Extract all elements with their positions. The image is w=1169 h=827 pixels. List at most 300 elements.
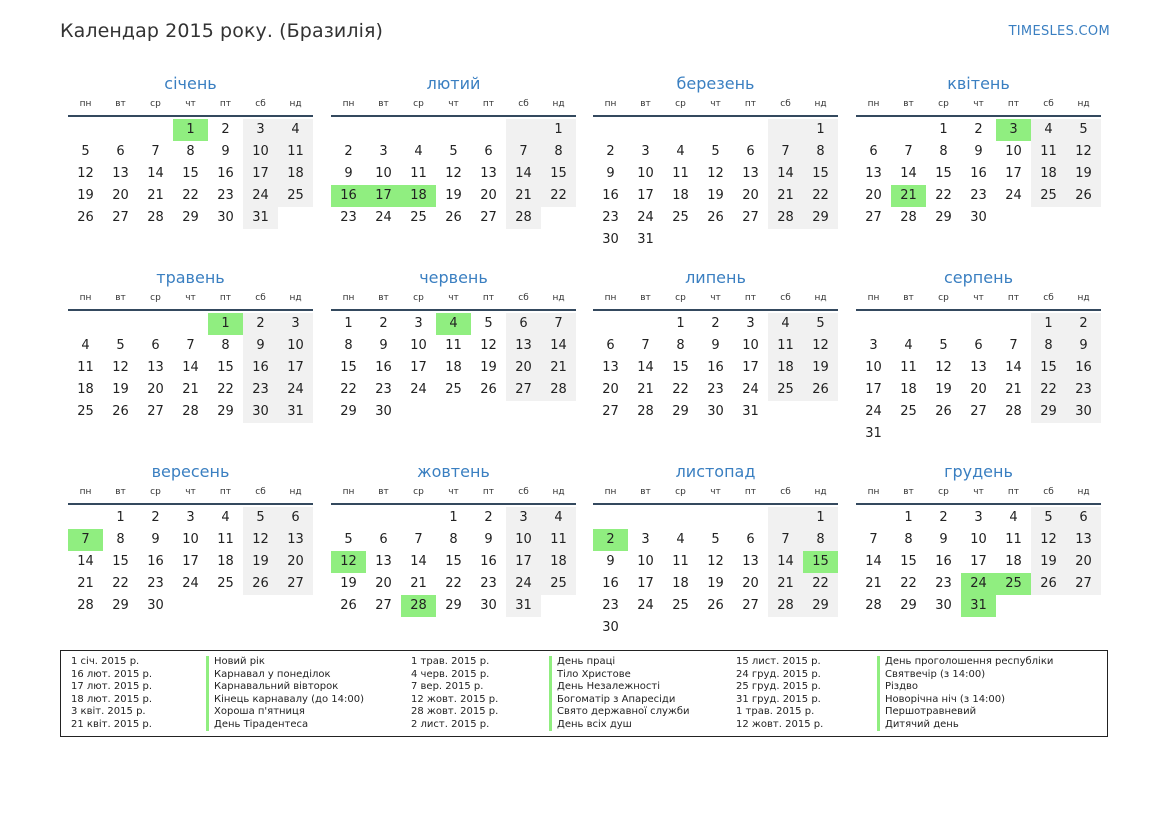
weekday-label: сб [1043,487,1054,497]
weekday-label: сб [255,293,266,303]
empty-cell [593,507,628,529]
day-cell: 21 [147,188,164,203]
day-cell: 24 [1005,188,1022,203]
day-grid [68,119,313,229]
weekday-label: вт [640,99,651,109]
day-cell: 1 [803,507,838,529]
day-grid [68,507,313,617]
day-cell: 14 [410,554,427,569]
day-cell: 15 [1031,357,1066,379]
weekday-label: чт [448,293,459,303]
legend-holiday-name: Богоматір з Апаресіди [549,694,690,707]
day-cell: 21 [506,185,541,207]
day-cell: 29 [803,207,838,229]
day-cell: 14 [768,551,803,573]
day-cell: 5 [81,144,90,159]
day-cell: 1 [904,510,913,525]
weekday-label: вт [115,487,126,497]
empty-cell [698,119,733,141]
weekday-label: пт [482,293,495,303]
day-cell: 4 [904,338,913,353]
day-cell: 26 [935,404,952,419]
weekday-label: вт [378,99,389,109]
day-cell: 16 [970,166,987,181]
day-cell: 11 [278,141,313,163]
day-cell: 14 [506,163,541,185]
day-cell: 28 [865,598,882,613]
month-2 [331,73,576,229]
day-cell: 17 [1005,166,1022,181]
empty-cell [68,313,103,335]
month-3 [593,73,838,251]
day-cell: 4 [541,507,576,529]
weekday-label: чт [185,99,196,109]
day-cell: 16 [1066,357,1101,379]
day-cell: 28 [182,404,199,419]
day-cell: 3 [869,338,878,353]
day-cell: 2 [344,144,353,159]
day-cell: 9 [711,338,720,353]
day-cell: 1 [676,316,685,331]
day-cell: 27 [506,379,541,401]
weekday-label: сб [518,99,529,109]
day-cell: 9 [939,532,948,547]
month-7 [593,267,838,423]
weekday-label: нд [552,293,565,303]
legend-date: 15 лист. 2015 р. [736,656,821,667]
legend-date: 28 жовт. 2015 р. [411,706,499,717]
holiday-day: 4 [436,313,471,335]
day-cell: 4 [414,144,423,159]
holiday-day: 7 [68,529,103,551]
day-cell: 29 [1031,401,1066,423]
day-cell: 3 [974,510,983,525]
weekday-header [593,97,838,112]
day-cell: 19 [243,551,278,573]
legend-holiday-name: Новорічна ніч (з 14:00) [877,694,1053,707]
day-cell: 26 [77,210,94,225]
day-cell: 7 [186,338,195,353]
day-cell: 12 [707,166,724,181]
day-cell: 17 [865,382,882,397]
weekday-label: пт [1007,99,1020,109]
day-cell: 20 [602,382,619,397]
weekday-header [331,97,576,112]
day-cell: 22 [1031,379,1066,401]
day-cell: 19 [803,357,838,379]
holiday-day: 18 [401,185,436,207]
weekday-label: вт [903,487,914,497]
day-cell: 23 [602,598,619,613]
month-name: січень [164,74,217,93]
weekday-label: вт [903,293,914,303]
month-1 [68,73,313,229]
day-cell: 25 [410,210,427,225]
weekday-label: сб [780,487,791,497]
day-cell: 4 [768,313,803,335]
day-cell: 13 [112,166,129,181]
day-cell: 17 [410,360,427,375]
day-cell: 6 [506,313,541,335]
day-cell: 6 [1066,507,1101,529]
legend-date: 1 трав. 2015 р. [411,656,490,667]
legend-dates-col-3 [736,656,823,731]
weekday-label: ср [675,99,686,109]
weekday-label: нд [289,293,302,303]
weekday-label: нд [1077,487,1090,497]
day-cell: 6 [379,532,388,547]
day-cell: 17 [278,357,313,379]
day-cell: 10 [182,532,199,547]
empty-cell [173,313,208,335]
empty-cell [331,119,366,141]
day-cell: 8 [803,141,838,163]
holiday-day: 3 [996,119,1031,141]
day-cell: 22 [112,576,129,591]
day-cell: 26 [340,598,357,613]
month-divider [593,115,838,117]
month-name: грудень [944,462,1013,481]
day-cell: 6 [746,532,755,547]
empty-cell [856,313,891,335]
day-cell: 26 [1031,573,1066,595]
legend-holiday-name: Різдво [877,681,1053,694]
weekday-header [331,291,576,306]
legend-holiday-name: Хороша п'ятниця [206,706,364,719]
weekday-label: пн [604,293,617,303]
weekday-header [68,97,313,112]
weekday-label: ср [413,293,424,303]
month-divider [331,309,576,311]
day-cell: 9 [484,532,493,547]
day-cell: 7 [541,313,576,335]
weekday-label: чт [185,293,196,303]
weekday-label: пн [79,99,92,109]
day-cell: 30 [602,620,619,635]
day-cell: 11 [768,335,803,357]
day-cell: 15 [340,360,357,375]
empty-cell [891,119,926,141]
legend-date: 16 лют. 2015 р. [71,668,153,680]
day-cell: 16 [935,554,952,569]
day-cell: 28 [1005,404,1022,419]
empty-cell [68,119,103,141]
holiday-day: 1 [173,119,208,141]
day-cell: 15 [803,163,838,185]
legend-date: 12 жовт. 2015 р. [736,718,824,730]
day-cell: 19 [112,382,129,397]
holiday-day: 1 [208,313,243,335]
day-cell: 30 [707,404,724,419]
holiday-day: 28 [401,595,436,617]
day-cell: 1 [449,510,458,525]
day-cell: 17 [637,576,654,591]
day-cell: 13 [742,554,759,569]
day-cell: 16 [602,188,619,203]
day-cell: 30 [970,210,987,225]
empty-cell [366,507,401,529]
empty-cell [628,507,663,529]
weekday-label: пн [867,99,880,109]
weekday-label: пн [867,487,880,497]
day-cell: 3 [186,510,195,525]
day-cell: 12 [480,338,497,353]
day-grid [331,507,576,617]
day-cell: 29 [803,595,838,617]
day-cell: 15 [217,360,234,375]
weekday-label: пн [79,487,92,497]
day-cell: 4 [81,338,90,353]
day-cell: 3 [506,507,541,529]
day-cell: 27 [742,598,759,613]
day-cell: 5 [803,313,838,335]
legend-holiday-name: День проголошення республіки [877,656,1053,669]
day-cell: 3 [641,144,650,159]
empty-cell [506,119,541,141]
day-cell: 6 [606,338,615,353]
weekday-label: чт [710,99,721,109]
day-cell: 7 [641,338,650,353]
weekday-label: нд [289,487,302,497]
day-cell: 8 [186,144,195,159]
weekday-label: нд [289,99,302,109]
weekday-label: пн [79,293,92,303]
day-cell: 25 [768,379,803,401]
month-divider [856,309,1101,311]
weekday-label: нд [814,99,827,109]
day-cell: 31 [243,207,278,229]
month-name: листопад [675,462,756,481]
day-cell: 23 [970,188,987,203]
day-cell: 14 [768,163,803,185]
day-cell: 15 [900,554,917,569]
day-cell: 5 [1031,507,1066,529]
holiday-day: 17 [366,185,401,207]
day-cell: 3 [641,532,650,547]
weekday-label: ср [675,293,686,303]
month-divider [856,115,1101,117]
day-cell: 12 [445,166,462,181]
day-cell: 18 [541,551,576,573]
day-cell: 19 [1066,163,1101,185]
weekday-label: сб [780,99,791,109]
day-cell: 10 [970,532,987,547]
day-cell: 28 [541,379,576,401]
day-cell: 25 [77,404,94,419]
day-cell: 17 [182,554,199,569]
day-cell: 6 [116,144,125,159]
day-cell: 28 [768,595,803,617]
day-cell: 27 [1066,573,1101,595]
day-cell: 16 [480,554,497,569]
empty-cell [961,313,996,335]
brand-link[interactable]: TIMESLES.COM [1008,24,1110,39]
day-cell: 19 [340,576,357,591]
weekday-label: сб [1043,293,1054,303]
weekday-label: сб [255,487,266,497]
day-cell: 19 [935,382,952,397]
day-cell: 11 [900,360,917,375]
day-grid [856,313,1101,445]
weekday-label: ср [938,487,949,497]
day-cell: 30 [375,404,392,419]
legend-dates-col-1 [71,656,152,731]
weekday-label: ср [150,99,161,109]
month-4 [856,73,1101,229]
day-cell: 31 [742,404,759,419]
day-cell: 4 [676,532,685,547]
day-cell: 19 [707,188,724,203]
day-cell: 13 [1066,529,1101,551]
day-cell: 30 [243,401,278,423]
legend-holiday-name: День Незалежності [549,681,690,694]
month-divider [593,309,838,311]
day-cell: 1 [803,119,838,141]
day-cell: 23 [602,210,619,225]
weekday-label: пт [482,99,495,109]
day-cell: 2 [243,313,278,335]
day-cell: 21 [1005,382,1022,397]
day-cell: 16 [243,357,278,379]
legend-holiday-name: Карнавал у понеділок [206,669,364,682]
month-name: липень [685,268,746,287]
empty-cell [733,507,768,529]
weekday-label: вт [115,99,126,109]
empty-cell [593,313,628,335]
day-cell: 10 [865,360,882,375]
empty-cell [996,313,1031,335]
month-name: березень [676,74,755,93]
weekday-label: вт [640,293,651,303]
weekday-label: чт [973,99,984,109]
day-cell: 25 [541,573,576,595]
day-cell: 1 [541,119,576,141]
empty-cell [856,119,891,141]
day-cell: 23 [707,382,724,397]
weekday-label: сб [780,293,791,303]
weekday-header [68,485,313,500]
empty-cell [628,313,663,335]
day-cell: 18 [77,382,94,397]
day-cell: 2 [221,122,230,137]
day-cell: 11 [672,166,689,181]
weekday-label: пт [219,293,232,303]
day-cell: 27 [278,573,313,595]
day-cell: 27 [970,404,987,419]
legend-holiday-name: Святвечір (з 14:00) [877,669,1053,682]
empty-cell [698,507,733,529]
day-cell: 19 [1031,551,1066,573]
day-cell: 23 [480,576,497,591]
day-cell: 14 [637,360,654,375]
day-cell: 26 [803,379,838,401]
legend-date: 17 лют. 2015 р. [71,681,153,692]
weekday-label: ср [938,99,949,109]
month-name: квітень [947,74,1010,93]
weekday-label: пт [482,487,495,497]
day-cell: 9 [221,144,230,159]
month-name: червень [419,268,488,287]
day-cell: 4 [221,510,230,525]
day-cell: 13 [480,166,497,181]
day-cell: 13 [742,166,759,181]
day-cell: 20 [742,576,759,591]
day-cell: 12 [243,529,278,551]
holiday-day: 25 [996,573,1031,595]
empty-cell [628,119,663,141]
weekday-label: пн [342,487,355,497]
day-cell: 20 [742,188,759,203]
weekday-label: вт [640,487,651,497]
page-title: Календар 2015 року. (Бразилія) [60,20,384,42]
day-cell: 31 [637,232,654,247]
day-cell: 25 [672,210,689,225]
weekday-header [856,291,1101,306]
day-grid [68,313,313,423]
day-cell: 10 [243,141,278,163]
day-cell: 22 [217,382,234,397]
day-cell: 19 [707,576,724,591]
day-cell: 20 [278,551,313,573]
day-cell: 8 [939,144,948,159]
day-cell: 31 [865,426,882,441]
empty-cell [768,507,803,529]
empty-cell [401,507,436,529]
month-12 [856,461,1101,617]
weekday-label: ср [413,487,424,497]
day-cell: 16 [602,576,619,591]
day-cell: 5 [939,338,948,353]
day-cell: 29 [935,210,952,225]
empty-cell [733,119,768,141]
legend-dates-col-2 [411,656,498,731]
empty-cell [926,313,961,335]
empty-cell [331,507,366,529]
day-cell: 29 [182,210,199,225]
day-cell: 10 [637,554,654,569]
day-cell: 2 [1066,313,1101,335]
day-cell: 14 [900,166,917,181]
day-cell: 22 [340,382,357,397]
day-cell: 15 [445,554,462,569]
holiday-day: 12 [331,551,366,573]
day-cell: 1 [344,316,353,331]
day-grid [593,119,838,251]
day-cell: 27 [742,210,759,225]
month-name: лютий [426,74,481,93]
day-cell: 18 [1005,554,1022,569]
day-cell: 7 [506,141,541,163]
day-cell: 26 [243,573,278,595]
day-cell: 18 [900,382,917,397]
day-cell: 14 [182,360,199,375]
day-cell: 14 [77,554,94,569]
day-cell: 16 [375,360,392,375]
day-cell: 28 [768,207,803,229]
empty-cell [891,313,926,335]
day-grid [593,507,838,639]
legend-date: 1 трав. 2015 р. [736,706,815,717]
month-9 [68,461,313,617]
weekday-label: вт [115,293,126,303]
weekday-label: ср [413,99,424,109]
day-cell: 24 [742,382,759,397]
day-cell: 6 [974,338,983,353]
holiday-day: 31 [961,595,996,617]
day-cell: 10 [278,335,313,357]
day-cell: 13 [865,166,882,181]
day-cell: 1 [939,122,948,137]
